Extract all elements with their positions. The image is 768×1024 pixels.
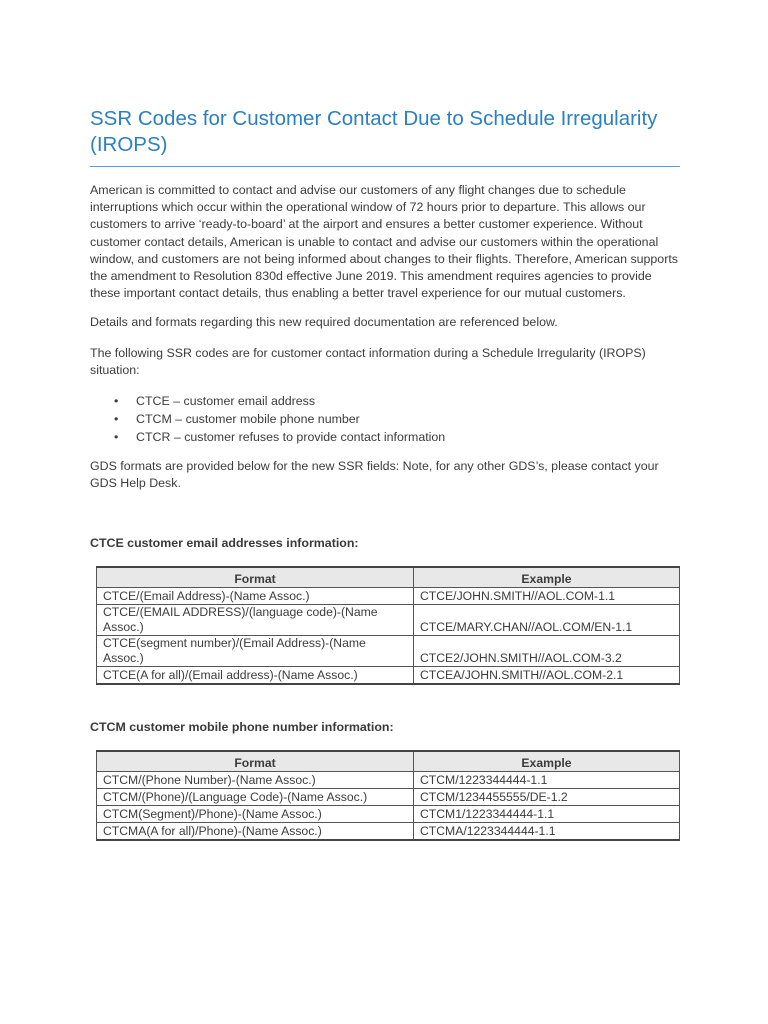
ctcm-heading: CTCM customer mobile phone number information: [90, 720, 394, 735]
table-header-row [97, 567, 680, 588]
list-item-text: CTCR – customer refuses to provide contact information [136, 430, 446, 445]
format-cell: CTCM/(Phone Number)-(Name Assoc.) [97, 772, 414, 789]
format-column-header: Format [97, 751, 414, 772]
example-cell: CTCMA/1223344444-1.1 [414, 823, 680, 841]
format-cell: CTCE/(Email Address)-(Name Assoc.) [97, 588, 414, 605]
format-cell: CTCM/(Phone)/(Language Code)-(Name Assoc.) [97, 789, 414, 806]
example-column-header: Example [414, 567, 680, 588]
example-cell: CTCEA/JOHN.SMITH//AOL.COM-2.1 [414, 667, 680, 685]
list-item [90, 392, 680, 410]
bullet-icon: • [114, 412, 119, 427]
example-cell: CTCE/MARY.CHAN//AOL.COM/EN-1.1 [414, 605, 680, 636]
format-cell: CTCE(segment number)/(Email Address)-(Name Assoc.) [97, 636, 414, 667]
example-cell: CTCE2/JOHN.SMITH//AOL.COM-3.2 [414, 636, 680, 667]
format-cell: CTCMA(A for all)/Phone)-(Name Assoc.) [97, 823, 414, 841]
title-divider [90, 166, 680, 167]
ctcm-table [96, 750, 680, 841]
format-column-header: Format [97, 567, 414, 588]
list-item-text: CTCM – customer mobile phone number [136, 412, 360, 427]
table-row [97, 772, 680, 789]
format-cell: CTCE(A for all)/(Email address)-(Name Assoc.) [97, 667, 414, 685]
example-cell: CTCM/1223344444-1.1 [414, 772, 680, 789]
ssr-intro-paragraph: The following SSR codes are for customer contact information during a Schedule Irregularity (IROPS) situation: [90, 345, 646, 377]
document-page [90, 0, 680, 841]
table-row [97, 823, 680, 841]
bullet-icon: • [114, 430, 119, 445]
details-paragraph: Details and formats regarding this new required documentation are referenced below. [90, 315, 558, 330]
format-cell: CTCE/(EMAIL ADDRESS)/(language code)-(Name Assoc.) [97, 605, 414, 636]
example-cell: CTCE/JOHN.SMITH//AOL.COM-1.1 [414, 588, 680, 605]
example-column-header: Example [414, 751, 680, 772]
table-row [97, 667, 680, 685]
ctce-heading: CTCE customer email addresses information: [90, 536, 359, 551]
table-header-row [97, 751, 680, 772]
example-cell: CTCM1/1223344444-1.1 [414, 806, 680, 823]
page-title: SSR Codes for Customer Contact Due to Schedule Irregularity (IROPS) [90, 107, 658, 156]
ctce-table [96, 566, 680, 685]
table-row [97, 588, 680, 605]
bullet-icon: • [114, 394, 119, 409]
table-row [97, 605, 680, 636]
intro-paragraph: American is committed to contact and advise our customers of any flight changes due to schedule interruptions which occur within the operational window of 72 hours prior to departure. This allows our customers to arrive ‘ready-to-board’ at the airport and ensures a better customer experience. Without customer contact details, American is unable to contact and advise our customers within the operational window, and customers are not being informed about changes to their flights. Therefore, American supports the amendment to Resolution 830d effective June 2019. This amendment requires agencies to provide these important contact details, thus enabling a better travel experience for our mutual customers. [90, 183, 678, 301]
list-item-text: CTCE – customer email address [136, 394, 316, 409]
gds-paragraph: GDS formats are provided below for the new SSR fields: Note, for any other GDS’s, please contact your GDS Help Desk. [90, 459, 659, 491]
list-item [90, 428, 680, 446]
table-row [97, 636, 680, 667]
list-item [90, 410, 680, 428]
ssr-code-list [90, 392, 680, 446]
table-row [97, 789, 680, 806]
table-row [97, 806, 680, 823]
format-cell: CTCM(Segment)/Phone)-(Name Assoc.) [97, 806, 414, 823]
example-cell: CTCM/1234455555/DE-1.2 [414, 789, 680, 806]
